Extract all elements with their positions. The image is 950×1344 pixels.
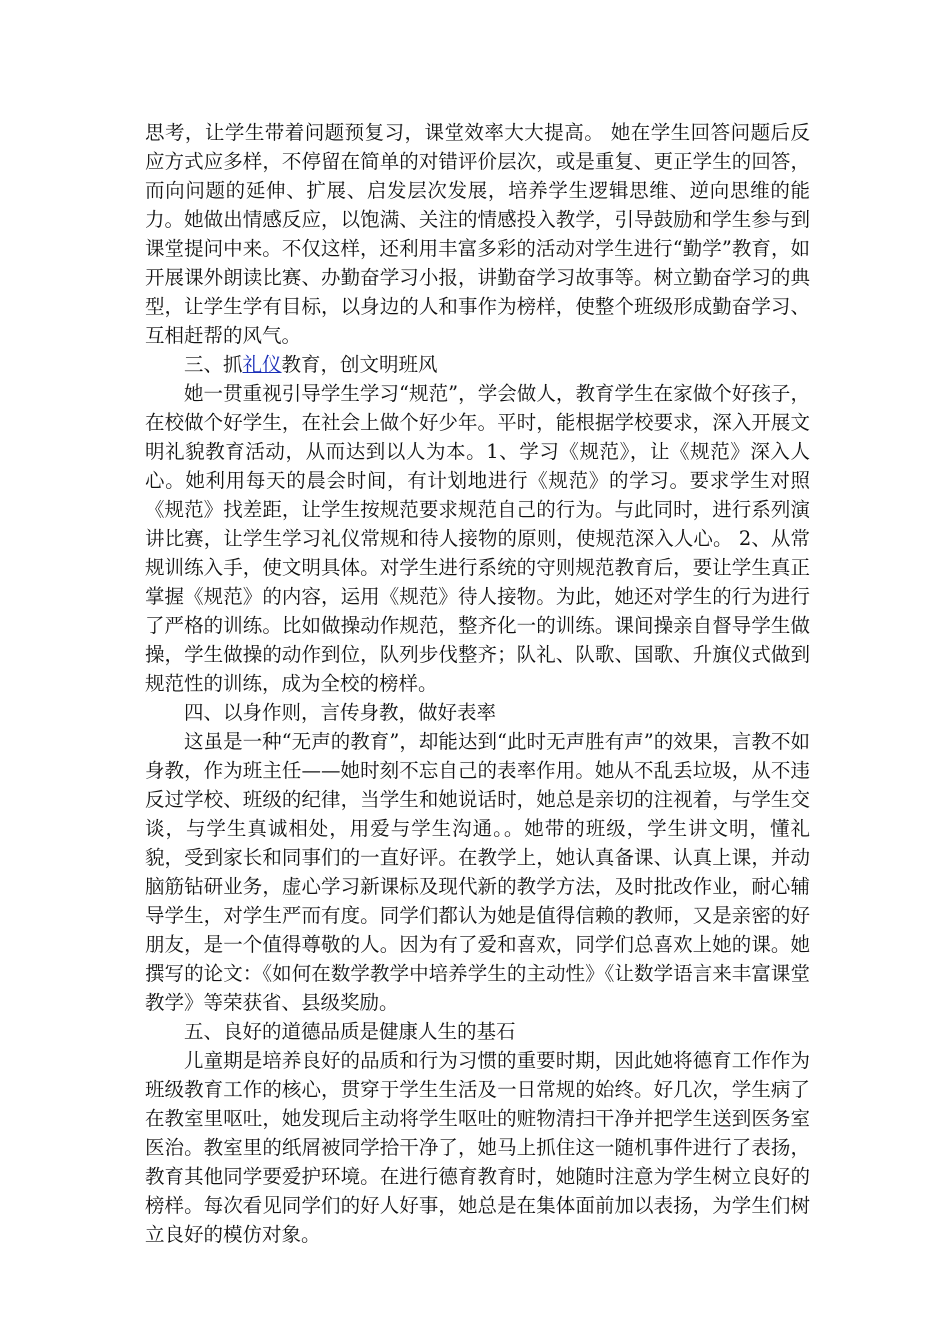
section-heading-3-suffix: 教育，创文明班风: [281, 353, 438, 376]
etiquette-link[interactable]: 礼仪: [242, 353, 282, 376]
section-heading-4: 四、以身作则，言传身教，做好表率: [184, 701, 497, 724]
paragraph-etiquette: 她一贯重视引导学生学习“规范”，学会做人，教育学生在家做个好孩子，在校做个好学生，在社会上做个好少年。平时，能根据学校要求，深入开展文明礼貌教育活动，从而达到以人为本。1、学习《规范》，让《规范》深入人心。她利用每天的晨会时间，有计划地进行《规范》的学习。要求学生对照《规范》找差距，让学生按规范要求规范自己的行为。与此同时，进行系列演讲比赛，让学生学习礼仪常规和待人接物的原则，使规范深入人心。 2、从常规训练入手，使文明具体。对学生进行系统的守则规范教育后，要让学生真正掌握《规范》的内容，运用《规范》待人接物。为此，她还对学生的行为进行了严格的训练。比如做操动作规范，整齐化一的训练。课间操亲自督导学生做操，学生做操的动作到位，队列步伐整齐；队礼、队歌、国歌、升旗仪式做到规范性的训练，成为全校的榜样。: [145, 382, 810, 695]
section-heading-5: 五、良好的道德品质是健康人生的基石: [184, 1020, 516, 1043]
paragraph-moral-quality: 儿童期是培养良好的品质和行为习惯的重要时期，因此她将德育工作作为班级教育工作的核心，贯穿于学生生活及一日常规的始终。好几次，学生病了在教室里呕吐，她发现后主动将学生呕吐的赃物清扫干净并把学生送到医务室医治。教室里的纸屑被同学拾干净了，她马上抓住这一随机事件进行了表扬，教育其他同学要爱护环境。在进行德育教育时，她随时注意为学生树立良好的榜样。每次看见同学们的好人好事，她总是在集体面前加以表扬，为学生们树立良好的模仿对象。: [145, 1049, 810, 1246]
document-body: [145, 118, 810, 1249]
paragraph-continuation: 思考，让学生带着问题预复习，课堂效率大大提高。 她在学生回答问题后反应方式应多样，不停留在简单的对错评价层次，或是重复、更正学生的回答，而向问题的延伸、扩展、启发层次发展，培养学生逻辑思维、逆向思维的能力。她做出情感反应，以饱满、关注的情感投入教学，引导鼓励和学生参与到课堂提问中来。不仅这样，还利用丰富多彩的活动对学生进行“勤学”教育，如开展课外朗读比赛、办勤奋学习小报，讲勤奋学习故事等。树立勤奋学习的典型，让学生学有目标，以身边的人和事作为榜样，使整个班级形成勤奋学习、互相赶帮的风气。: [145, 121, 810, 347]
paragraph-role-model: 这虽是一种“无声的教育”，却能达到“此时无声胜有声”的效果，言教不如身教，作为班主任——她时刻不忘自己的表率作用。她从不乱丢垃圾，从不违反过学校、班级的纪律，当学生和她说话时，她总是亲切的注视着，与学生交谈，与学生真诚相处，用爱与学生沟通。。她带的班级，学生讲文明，懂礼貌，受到家长和同事们的一直好评。在教学上，她认真备课、认真上课，并动脑筋钻研业务，虚心学习新课标及现代新的教学方法，及时批改作业，耐心辅导学生，对学生严而有度。同学们都认为她是值得信赖的教师，又是亲密的好朋友，是一个值得尊敬的人。因为有了爱和喜欢，同学们总喜欢上她的课。她撰写的论文：《如何在数学教学中培养学生的主动性》《让数学语言来丰富课堂教学》等荣获省、县级奖励。: [145, 730, 810, 1014]
section-heading-3: [145, 350, 810, 379]
section-heading-3-prefix: 三、抓: [184, 353, 243, 376]
